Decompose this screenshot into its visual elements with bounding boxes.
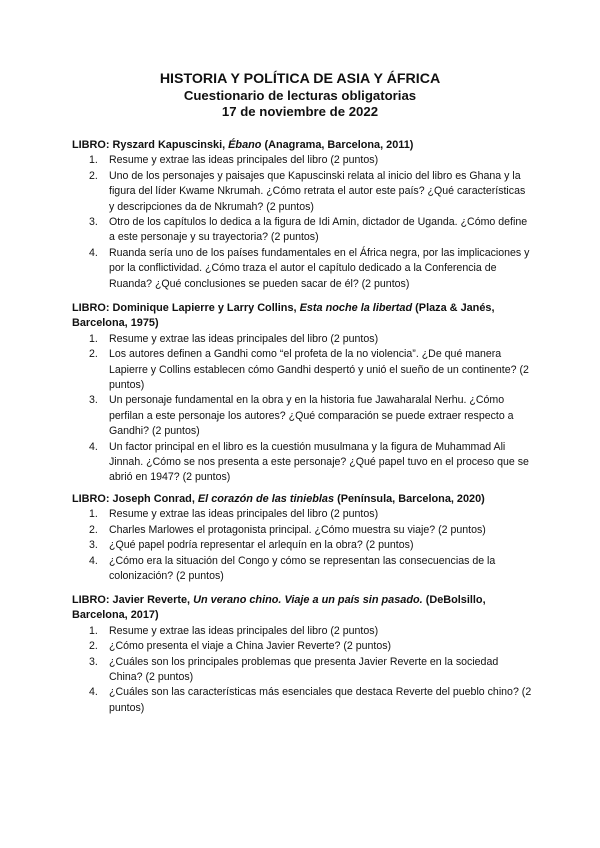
question-text: Resume y extrae las ideas principales del libro (2 puntos) [109, 332, 379, 345]
question-text: Resume y extrae las ideas principales del libro (2 puntos) [109, 624, 379, 637]
question-text: Resume y extrae las ideas principales del libro (2 puntos) [109, 508, 379, 521]
book-label: LIBRO: [72, 493, 110, 505]
document-subtitle: Cuestionario de lecturas obligatorias [183, 88, 417, 103]
question-number: 4. [89, 440, 98, 453]
question-text: Charles Marlowes el protagonista principal. ¿Cómo muestra su viaje? (2 puntos) [109, 523, 486, 536]
question-item [72, 554, 532, 585]
document-header [0, 71, 600, 120]
question-text: Resume y extrae las ideas principales del libro (2 puntos) [109, 154, 379, 167]
book-section-lapierre-collins [72, 301, 532, 486]
question-item [72, 685, 532, 716]
book-author: Javier Reverte, [112, 594, 191, 606]
question-item [72, 347, 532, 393]
book-heading [72, 301, 532, 332]
book-section-kapuscinski [72, 138, 532, 292]
question-number: 2. [89, 523, 98, 536]
question-text: ¿Qué papel podría representar el arlequín en la obra? (2 puntos) [109, 539, 414, 552]
question-text: ¿Cómo era la situación del Congo y cómo se representan las consecuencias de la colonización? (2 puntos) [109, 554, 496, 583]
book-author: Dominique Lapierre y Larry Collins, [112, 302, 297, 314]
question-text: ¿Cómo presenta el viaje a China Javier Reverte? (2 puntos) [109, 640, 392, 653]
question-item [72, 169, 532, 215]
book-heading [72, 593, 532, 624]
question-item [72, 639, 532, 654]
question-number: 1. [89, 154, 98, 167]
book-section-conrad [72, 492, 532, 584]
book-label: LIBRO: [72, 594, 110, 606]
question-list [72, 153, 532, 292]
question-item [72, 523, 532, 538]
book-title: El corazón de las tinieblas [197, 493, 335, 505]
question-number: 4. [89, 686, 98, 699]
question-item [72, 507, 532, 522]
document-date: 17 de noviembre de 2022 [221, 104, 379, 119]
question-number: 3. [89, 655, 98, 668]
question-number: 4. [89, 246, 98, 259]
book-author: Ryszard Kapuscinski, [112, 139, 226, 151]
book-title: Ébano [228, 139, 262, 151]
book-author: Joseph Conrad, [112, 493, 195, 505]
question-item [72, 246, 532, 292]
question-text: ¿Cuáles son los principales problemas que presenta Javier Reverte en la sociedad China? (2 puntos) [109, 655, 499, 684]
question-item [72, 440, 532, 486]
question-text: Otro de los capítulos lo dedica a la figura de Idi Amin, dictador de Uganda. ¿Cómo define a este personaje y su trayectoria? (2 puntos) [109, 216, 528, 244]
question-text: Uno de los personajes y paisajes que Kapuscinski relata al inicio del libro es Ghana y la figura del líder Kwame Nkrumah. ¿Cómo retrata el autor este país? ¿Qué características y descripciones da de Nkrumah? (2 puntos) [109, 169, 526, 213]
book-label: LIBRO: [72, 302, 110, 314]
question-item [72, 153, 532, 168]
book-publisher: (Anagrama, Barcelona, 2011) [264, 139, 414, 151]
question-number: 2. [89, 640, 98, 653]
question-number: 3. [89, 539, 98, 552]
book-publisher: (Península, Barcelona, 2020) [337, 493, 485, 505]
document-title: HISTORIA Y POLÍTICA DE ASIA Y ÁFRICA [159, 71, 441, 87]
book-label: LIBRO: [72, 139, 110, 151]
question-item [72, 393, 532, 439]
question-list [72, 507, 532, 584]
question-number: 2. [89, 348, 98, 361]
question-text: Los autores definen a Gandhi como “el profeta de la no violencia”. ¿De qué manera Lapierre y Collins establecen cómo Gandhi despertó y unió el sueño de un continente? (2 puntos) [109, 348, 529, 392]
book-publisher: (Plaza & Janés, Barcelona, 1975) [72, 302, 495, 330]
question-item [72, 538, 532, 553]
book-heading [72, 492, 532, 507]
question-number: 3. [89, 216, 98, 229]
book-publisher: (DeBolsillo, Barcelona, 2017) [72, 594, 486, 622]
question-number: 2. [89, 169, 98, 182]
question-text: Un personaje fundamental en la obra y en la historia fue Jawaharalal Nerhu. ¿Cómo perfilan a este personaje los autores? ¿Qué comparación se puede extraer respecto a Gandhi? (2 puntos) [109, 394, 514, 438]
book-heading [72, 138, 532, 153]
question-number: 3. [89, 394, 98, 407]
question-list [72, 624, 532, 716]
question-list [72, 332, 532, 486]
question-item [72, 655, 532, 686]
question-item [72, 332, 532, 347]
question-item [72, 624, 532, 639]
question-number: 1. [89, 624, 98, 637]
question-number: 4. [89, 554, 98, 567]
book-title: Esta noche la libertad [299, 302, 413, 314]
question-number: 1. [89, 508, 98, 521]
book-title: Un verano chino. Viaje a un país sin pasado. [193, 594, 423, 606]
book-section-reverte [72, 593, 532, 716]
question-text: ¿Cuáles son las características más esenciales que destaca Reverte del pueblo chino? (2 puntos) [109, 686, 532, 714]
question-text: Ruanda sería uno de los países fundamentales en el África negra, por las implicaciones y por la conflictividad. ¿Cómo traza el autor el capítulo dedicado a la Conferencia de Ruanda? ¿Qué conclusiones se pueden sacar de él? (2 puntos) [109, 246, 530, 290]
question-text: Un factor principal en el libro es la cuestión musulmana y la figura de Muhammad Ali Jinnah. ¿Cómo se nos presenta a este personaje? ¿Qué papel tuvo en el proceso que se abrió en 1947? (2 puntos) [109, 440, 529, 484]
question-item [72, 215, 532, 246]
question-number: 1. [89, 332, 98, 345]
